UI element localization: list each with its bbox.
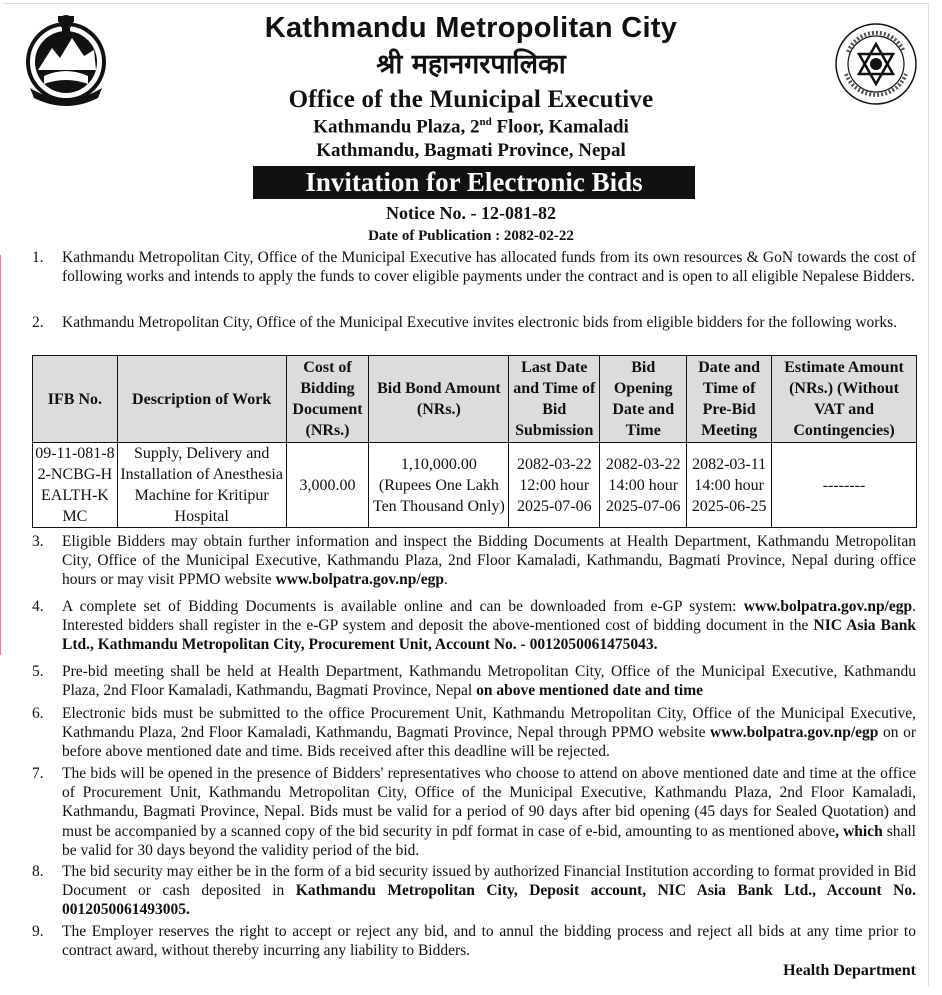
- submission-date-ad: 2025-07-06: [516, 497, 592, 515]
- p6-tail: on or before above mentioned date and time. Bids received after this deadline will be rejected.: [62, 724, 916, 761]
- paragraph-6: 6. Electronic bids must be submitted to the office Procurement Unit, Kathmandu Metropolitan City, Office of the Municipal Executive, Kathmandu Plaza, 2nd Floor Kamaladi, Kathmandu, Bagmati Province, Nepal through PPMO website www.bolpatra.gov.np/egp on or before above mentioned date and time. Bids received after this deadline will be rejected.: [32, 705, 916, 761]
- p6-text: Electronic bids must be submitted to the office Procurement Unit, Kathmandu Metropolitan City, Office of the Municipal Executive, Kathmandu Plaza, 2nd Floor Kamaladi, Kathmandu, Bagmati Province, Nepal through PPMO website: [62, 705, 916, 742]
- opening-date-ad: 2025-07-06: [605, 497, 681, 515]
- cell-estimate: --------: [772, 443, 917, 528]
- submission-time: 12:00 hour: [519, 476, 590, 494]
- col-description: Description of Work: [117, 356, 286, 443]
- cell-submission: [509, 443, 600, 528]
- opening-date-bs: 2082-03-22: [605, 455, 681, 473]
- edge-mark: [0, 255, 1, 655]
- table-header-row: [33, 356, 917, 443]
- p5-bold: on above mentioned date and time: [476, 682, 704, 700]
- paragraph-5: 5. Pre-bid meeting shall be held at Health Department, Kathmandu Metropolitan City, Office of the Municipal Executive, Kathmandu Plaza, 2nd Floor Kamaladi, Kathmandu, Bagmati Province, Nepal on above mentioned date and time: [32, 663, 916, 700]
- p4-mid: . Interested bidders shall register in the e-GP system and deposit the above-mentioned cost of bidding document in the: [62, 598, 916, 635]
- p7-text: The bids will be opened in the presence of Bidders' representatives who choose to attend on above mentioned date and time at the office of Procurement Unit, Kathmandu Metropolitan City, Office of the Municipal Executive, Kathmandu Plaza, 2nd Floor Kamaladi, Kathmandu, Bagmati Province, Nepal. Bids must be valid for a period of 90 days after bid opening (45 days for Sealed Quotation) and must be accompanied by a scanned copy of the bid security in pdf format in case of e-bid, amounting to as mentioned above: [62, 765, 916, 840]
- prebid-date-bs: 2082-03-11: [692, 455, 767, 473]
- col-submission: Last Date and Time of Bid Submission: [509, 356, 600, 443]
- p3-text: Eligible Bidders may obtain further information and inspect the Bidding Documents at Health Department, Kathmandu Metropolitan City, Office of the Municipal Executive, Kathmandu Plaza, 2nd Floor Kamaladi, Kathmandu, Bagmati Province, Nepal during office hours or may visit PPMO website: [62, 533, 916, 589]
- paragraph-8: 8. The bid security may either be in the form of a bid security issued by authorized Financial Institution according to format provided in Bid Document or cash deposited in Kathmandu Metropolitan City, Deposit account, NIC Asia Bank Ltd., Account No. 0012050061493005.: [32, 863, 916, 919]
- p4-account: NIC Asia Bank Ltd., Kathmandu Metropolitan City, Procurement Unit, Account No. - 0012050061475043.: [62, 617, 916, 654]
- bid-table: [32, 355, 917, 528]
- p5-text: Pre-bid meeting shall be held at Health Department, Kathmandu Metropolitan City, Office of the Municipal Executive, Kathmandu Plaza, 2nd Floor Kamaladi, Kathmandu, Bagmati Province, Nepal: [62, 663, 916, 700]
- cell-opening: [600, 443, 687, 528]
- p8-account: Kathmandu Metropolitan City, Deposit account, NIC Asia Bank Ltd., Account No. 0012050061493005.: [62, 882, 916, 919]
- p8-text: The bid security may either be in the form of a bid security issued by authorized Financial Institution according to format provided in Bid Document or cash deposited in: [62, 863, 916, 900]
- paragraph-1: 1. Kathmandu Metropolitan City, Office of the Municipal Executive has allocated funds from its own resources & GoN towards the cost of following works and intends to apply the funds to cover eligible payments under the contract and is open to all eligible Nepalese Bidders.: [32, 249, 916, 286]
- col-opening: Bid Opening Date and Time: [600, 356, 687, 443]
- paragraph-7: 7. The bids will be opened in the presence of Bidders' representatives who choose to attend on above mentioned date and time at the office of Procurement Unit, Kathmandu Metropolitan City, Office of the Municipal Executive, Kathmandu Plaza, 2nd Floor Kamaladi, Kathmandu, Bagmati Province, Nepal. Bids must be valid for a period of 90 days after bid opening (45 days for Sealed Quotation) and must be accompanied by a scanned copy of the bid security in pdf format in case of e-bid, amounting to as mentioned above, which shall be valid for 30 days beyond the validity period of the bid.: [32, 765, 916, 859]
- address-line-1: Kathmandu Plaza, 2nd Floor, Kamaladi: [313, 116, 629, 138]
- paragraph-3: 3. Eligible Bidders may obtain further information and inspect the Bidding Documents at Health Department, Kathmandu Metropolitan City, Office of the Municipal Executive, Kathmandu Plaza, 2nd Floor Kamaladi, Kathmandu, Bagmati Province, Nepal during office hours or may visit PPMO website www.bolpatra.gov.np/egp.: [32, 533, 916, 589]
- submission-date-bs: 2082-03-22: [516, 455, 592, 473]
- office-name: Office of the Municipal Executive: [288, 86, 654, 113]
- p7-tail: shall be valid for 30 days beyond the validity period of the bid.: [62, 822, 916, 859]
- cell-cost: 3,000.00: [286, 443, 369, 528]
- notice-number: Notice No. - 12-081-82: [386, 203, 556, 223]
- address-line-2: Kathmandu, Bagmati Province, Nepal: [316, 140, 626, 161]
- cell-ifb-no: 09-11-081-82-NCBG-HEALTH-KMC: [33, 443, 118, 528]
- col-estimate: Estimate Amount (NRs.) (Without VAT and Contingencies): [772, 356, 917, 443]
- p7-bold: , which: [835, 822, 883, 840]
- p3-tail: .: [443, 571, 448, 589]
- table-row: [33, 443, 917, 528]
- paragraph-4: 4. A complete set of Bidding Documents is available online and can be downloaded from e-GP system: www.bolpatra.gov.np/egp. Interested bidders shall register in the e-GP system and deposit the above-mentioned cost of bidding document in the NIC Asia Bank Ltd., Kathmandu Metropolitan City, Procurement Unit, Account No. - 0012050061475043.: [32, 598, 916, 654]
- prebid-time: 14:00 hour: [694, 476, 765, 494]
- cell-bid-bond: [369, 443, 509, 528]
- paragraph-9: 9. The Employer reserves the right to accept or reject any bid, and to annul the bidding process and reject all bids at any time prior to contract award, without thereby incurring any liability to Bidders.: [32, 923, 916, 960]
- p4-link: www.bolpatra.gov.np/egp: [743, 598, 913, 615]
- city-name: Kathmandu Metropolitan City: [264, 12, 678, 44]
- signature-department: Health Department: [783, 962, 916, 979]
- paragraph-2: 2. Kathmandu Metropolitan City, Office of the Municipal Executive invites electronic bids from eligible bidders for the following works.: [32, 314, 898, 331]
- col-bid-bond: Bid Bond Amount (NRs.): [369, 356, 509, 443]
- bid-bond-words: (Rupees One Lakh Ten Thousand Only): [372, 476, 505, 515]
- cell-description: Supply, Delivery and Installation of Anesthesia Machine for Kritipur Hospital: [117, 443, 286, 528]
- p6-link: www.bolpatra.gov.np/egp: [710, 724, 879, 742]
- prebid-date-ad: 2025-06-25: [691, 497, 767, 515]
- city-name-nepali: श्री महानगरपालिका: [376, 49, 566, 80]
- col-prebid: Date and Time of Pre-Bid Meeting: [687, 356, 772, 443]
- col-cost: Cost of Bidding Document (NRs.): [286, 356, 369, 443]
- publication-date: Date of Publication : 2082-02-22: [368, 228, 574, 244]
- cell-prebid: [687, 443, 772, 528]
- opening-time: 14:00 hour: [608, 476, 679, 494]
- col-ifb-no: IFB No.: [33, 356, 118, 443]
- p3-link: www.bolpatra.gov.np/egp: [275, 571, 444, 589]
- p4-text: A complete set of Bidding Documents is available online and can be downloaded from e-GP system:: [62, 598, 744, 615]
- page-title: Invitation for Electronic Bids: [253, 166, 695, 199]
- bid-bond-amount: 1,10,000.00: [400, 455, 477, 473]
